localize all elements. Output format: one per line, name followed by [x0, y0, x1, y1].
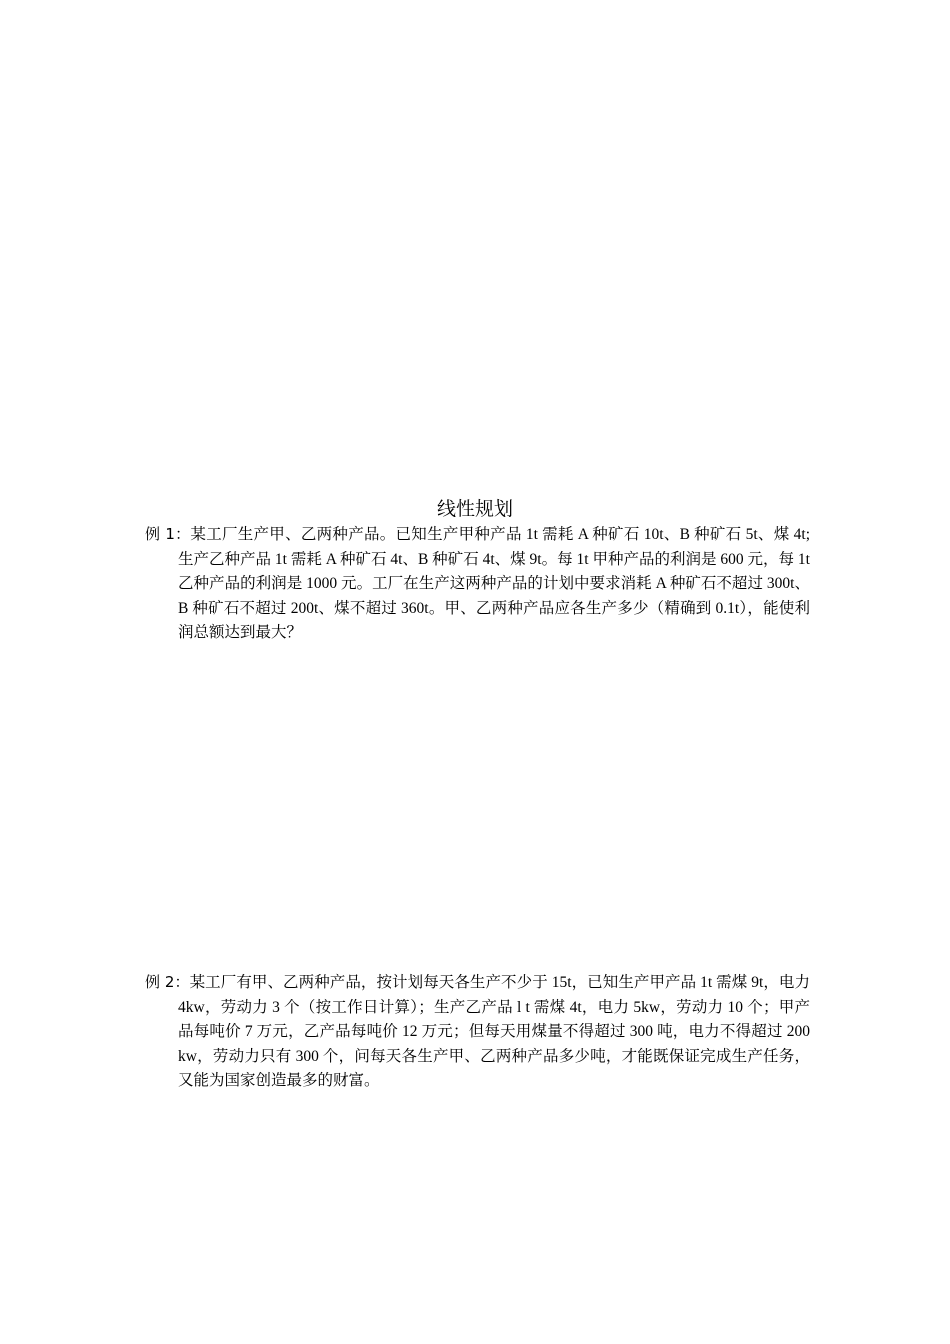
example-1-text: 某工厂生产甲、乙两种产品。已知生产甲种产品 1t 需耗 A 种矿石 10t、B 种矿石 5t、煤 4t; 生产乙种产品 1t 需耗 A 种矿石 4t、B 种矿石 4t、煤 9t。每 1t 甲种产品的利润是 600 元，每 1t 乙种产品的利润是 1000 元。工厂在生产这两种产品的计划中要求消耗 A 种矿石不超过 300t、B 种矿石不超过 200t、煤不超过 360t。甲、乙两种产品应各生产多少（精确到 0.1t），能使利润总额达到最大？	[178, 526, 810, 641]
example-1-label: 例 1：	[145, 525, 191, 543]
example-2-text: 某工厂有甲、乙两种产品，按计划每天各生产不少于 15t，已知生产甲产品 1t 需煤 9t，电力 4kw，劳动力 3 个（按工作日计算）；生产乙产品 l t 需煤 4t，电力 5kw，劳动力 10 个；甲产品每吨价 7 万元，乙产品每吨价 12 万元；但每天用煤量不得超过 300 吨，电力不得超过 200 kw，劳动力只有 300 个，问每天各生产甲、乙两种产品多少吨，才能既保证完成生产任务，又能为国家创造最多的财富。	[178, 974, 810, 1089]
example-2	[145, 970, 810, 1094]
page-title: 线性规划	[436, 498, 513, 520]
example-1	[145, 522, 810, 646]
example-2-label: 例 2：	[145, 973, 190, 991]
